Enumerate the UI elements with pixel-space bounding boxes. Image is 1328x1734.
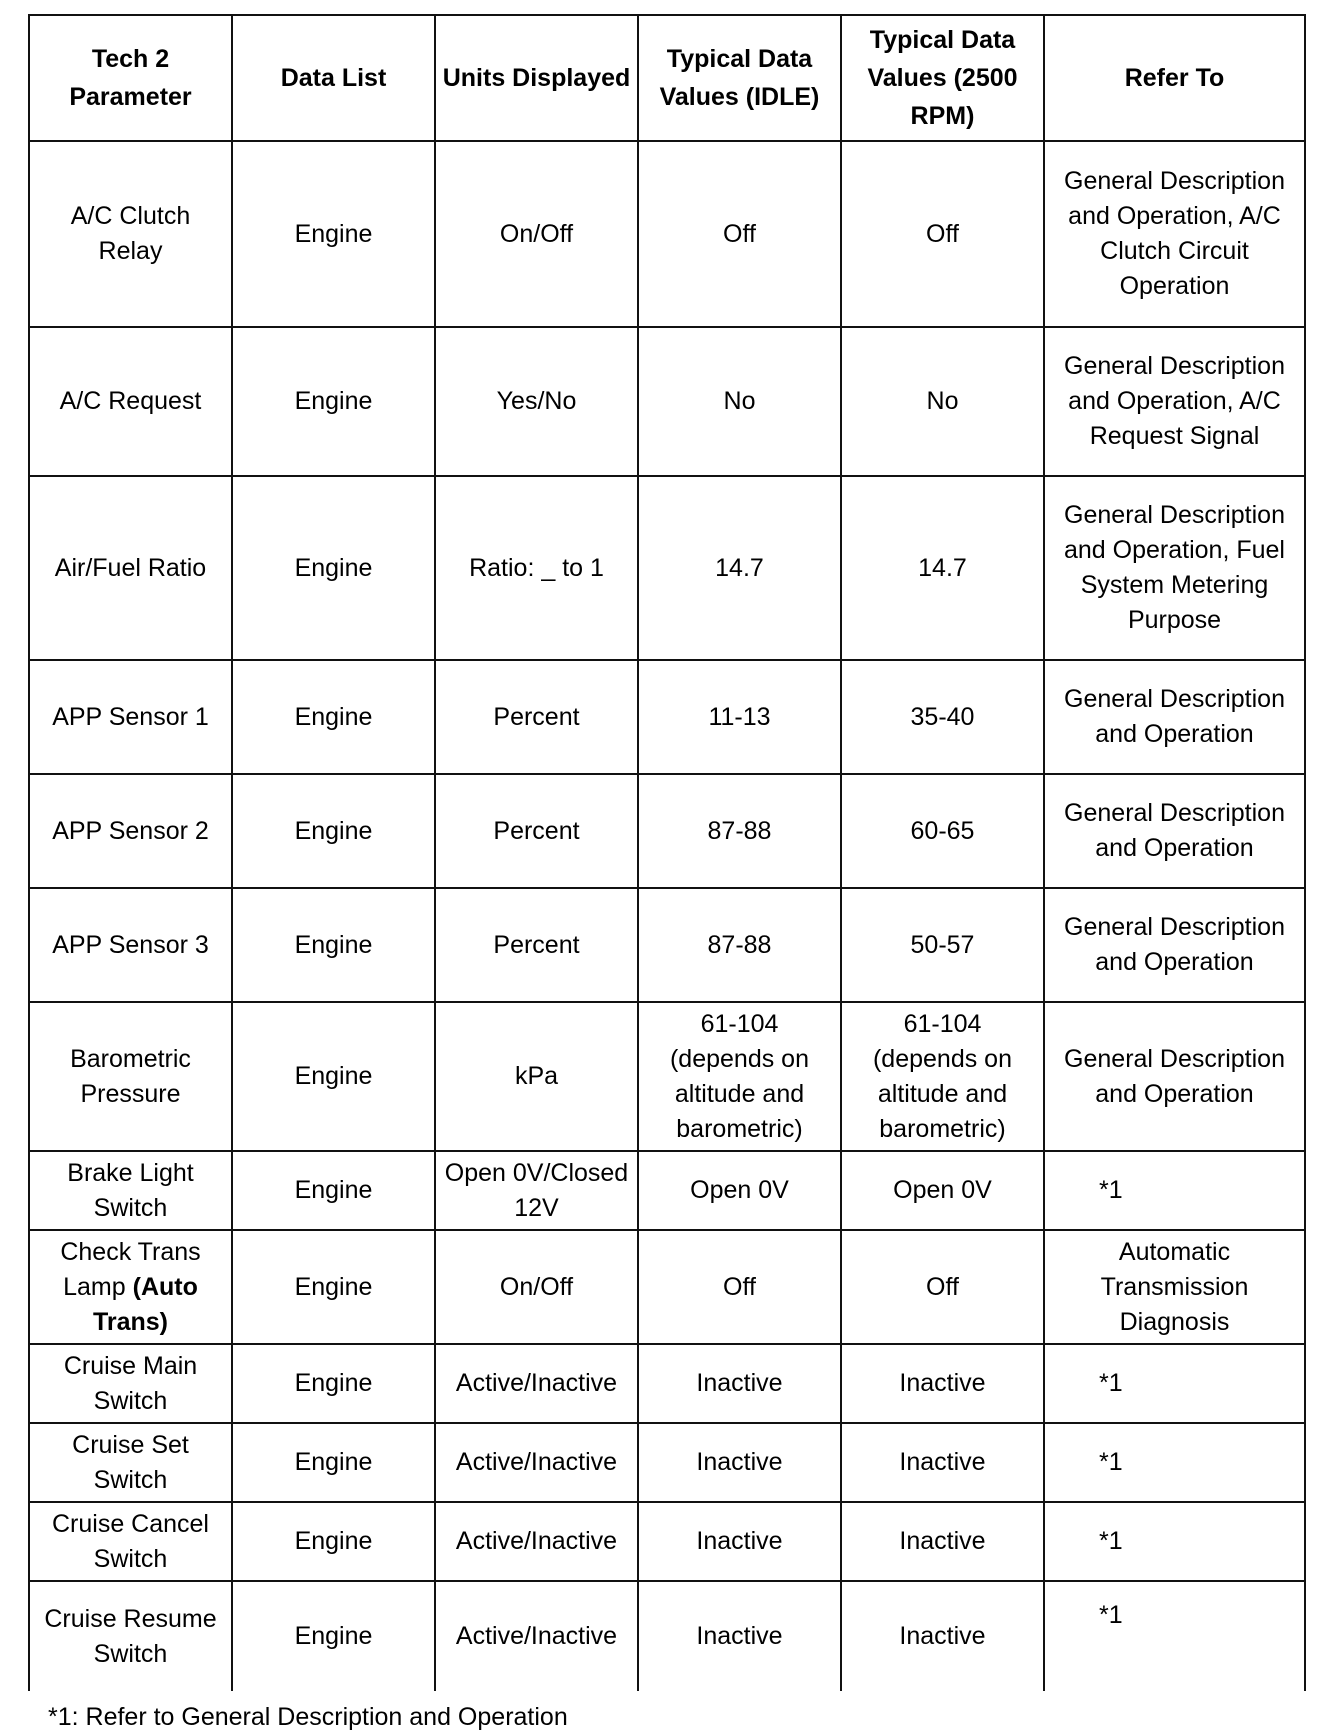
cell-idle-value: 61-104 (depends on altitude and barometric) <box>638 1002 841 1151</box>
cell-data-list: Engine <box>232 1151 435 1230</box>
header-data-list: Data List <box>232 15 435 141</box>
cell-rpm-value: Inactive <box>841 1581 1044 1691</box>
header-typical-idle: Typical Data Values (IDLE) <box>638 15 841 141</box>
cell-refer-to: Automatic Transmission Diagnosis <box>1044 1230 1305 1344</box>
cell-idle-value: Open 0V <box>638 1151 841 1230</box>
cell-parameter: APP Sensor 1 <box>29 660 232 774</box>
parameter-qualifier: (Auto Trans) <box>92 1272 198 1336</box>
table-row <box>29 1502 1305 1581</box>
table-row <box>29 476 1305 660</box>
cell-data-list: Engine <box>232 141 435 327</box>
cell-parameter <box>29 1230 232 1344</box>
cell-refer-to: *1 <box>1044 1151 1305 1230</box>
cell-units: On/Off <box>435 1230 638 1344</box>
cell-rpm-value: 50-57 <box>841 888 1044 1002</box>
cell-rpm-value: 60-65 <box>841 774 1044 888</box>
cell-rpm-value: Off <box>841 141 1044 327</box>
cell-units: Active/Inactive <box>435 1581 638 1691</box>
cell-refer-to: General Description and Operation <box>1044 774 1305 888</box>
cell-parameter: Cruise Set Switch <box>29 1423 232 1502</box>
header-tech2-parameter: Tech 2 Parameter <box>29 15 232 141</box>
tech2-parameter-table <box>28 14 1306 1691</box>
cell-refer-to: General Description and Operation <box>1044 1002 1305 1151</box>
cell-units: Percent <box>435 774 638 888</box>
header-units-displayed: Units Displayed <box>435 15 638 141</box>
cell-units: kPa <box>435 1002 638 1151</box>
cell-rpm-value: 14.7 <box>841 476 1044 660</box>
cell-data-list: Engine <box>232 774 435 888</box>
cell-refer-to: *1 <box>1044 1423 1305 1502</box>
cell-idle-value: 87-88 <box>638 888 841 1002</box>
cell-idle-value: Inactive <box>638 1344 841 1423</box>
cell-idle-value: Inactive <box>638 1423 841 1502</box>
table-row <box>29 327 1305 476</box>
cell-idle-value: Off <box>638 141 841 327</box>
cell-units: On/Off <box>435 141 638 327</box>
cell-parameter: A/C Clutch Relay <box>29 141 232 327</box>
cell-refer-to: *1 <box>1044 1502 1305 1581</box>
table-row <box>29 1151 1305 1230</box>
header-typical-2500rpm: Typical Data Values (2500 RPM) <box>841 15 1044 141</box>
cell-refer-to: General Description and Operation, A/C Clutch Circuit Operation <box>1044 141 1305 327</box>
table-row <box>29 1344 1305 1423</box>
footnote: *1: Refer to General Description and Operation <box>48 1703 568 1731</box>
cell-data-list: Engine <box>232 660 435 774</box>
cell-refer-to: General Description and Operation, A/C Request Signal <box>1044 327 1305 476</box>
cell-refer-to: *1 <box>1044 1344 1305 1423</box>
cell-refer-to: General Description and Operation <box>1044 888 1305 1002</box>
cell-parameter: APP Sensor 2 <box>29 774 232 888</box>
cell-units: Percent <box>435 660 638 774</box>
cell-parameter: Barometric Pressure <box>29 1002 232 1151</box>
cell-idle-value: 14.7 <box>638 476 841 660</box>
cell-units: Active/Inactive <box>435 1502 638 1581</box>
cell-idle-value: 87-88 <box>638 774 841 888</box>
parameter-name: Check Trans Lamp <box>60 1237 201 1301</box>
cell-refer-to: General Description and Operation <box>1044 660 1305 774</box>
cell-parameter: Cruise Main Switch <box>29 1344 232 1423</box>
cell-units: Open 0V/Closed 12V <box>435 1151 638 1230</box>
cell-parameter: Cruise Resume Switch <box>29 1581 232 1691</box>
cell-data-list: Engine <box>232 1230 435 1344</box>
cell-units: Active/Inactive <box>435 1423 638 1502</box>
cell-units: Ratio: _ to 1 <box>435 476 638 660</box>
cell-data-list: Engine <box>232 1581 435 1691</box>
cell-parameter: Air/Fuel Ratio <box>29 476 232 660</box>
cell-data-list: Engine <box>232 327 435 476</box>
cell-idle-value: No <box>638 327 841 476</box>
cell-rpm-value: No <box>841 327 1044 476</box>
cell-parameter: APP Sensor 3 <box>29 888 232 1002</box>
cell-data-list: Engine <box>232 1502 435 1581</box>
cell-rpm-value: Open 0V <box>841 1151 1044 1230</box>
table-row <box>29 774 1305 888</box>
cell-units: Yes/No <box>435 327 638 476</box>
cell-rpm-value: 61-104 (depends on altitude and barometric) <box>841 1002 1044 1151</box>
cell-data-list: Engine <box>232 1344 435 1423</box>
cell-parameter: Cruise Cancel Switch <box>29 1502 232 1581</box>
cell-rpm-value: Inactive <box>841 1344 1044 1423</box>
cell-parameter: Brake Light Switch <box>29 1151 232 1230</box>
cell-data-list: Engine <box>232 1002 435 1151</box>
cell-idle-value: Inactive <box>638 1502 841 1581</box>
table-header-row <box>29 15 1305 141</box>
cell-idle-value: Inactive <box>638 1581 841 1691</box>
cell-refer-to: General Description and Operation, Fuel System Metering Purpose <box>1044 476 1305 660</box>
table-row <box>29 141 1305 327</box>
cell-data-list: Engine <box>232 888 435 1002</box>
cell-parameter: A/C Request <box>29 327 232 476</box>
table-row <box>29 888 1305 1002</box>
header-refer-to: Refer To <box>1044 15 1305 141</box>
cell-rpm-value: Inactive <box>841 1502 1044 1581</box>
cell-idle-value: Off <box>638 1230 841 1344</box>
cell-rpm-value: Off <box>841 1230 1044 1344</box>
cell-idle-value: 11-13 <box>638 660 841 774</box>
table-row <box>29 1002 1305 1151</box>
cell-data-list: Engine <box>232 476 435 660</box>
cell-refer-to: *1 <box>1044 1581 1305 1691</box>
cell-rpm-value: 35-40 <box>841 660 1044 774</box>
table-row <box>29 660 1305 774</box>
cell-data-list: Engine <box>232 1423 435 1502</box>
table-row <box>29 1581 1305 1691</box>
cell-units: Percent <box>435 888 638 1002</box>
cell-rpm-value: Inactive <box>841 1423 1044 1502</box>
table-row <box>29 1230 1305 1344</box>
table-row <box>29 1423 1305 1502</box>
cell-units: Active/Inactive <box>435 1344 638 1423</box>
